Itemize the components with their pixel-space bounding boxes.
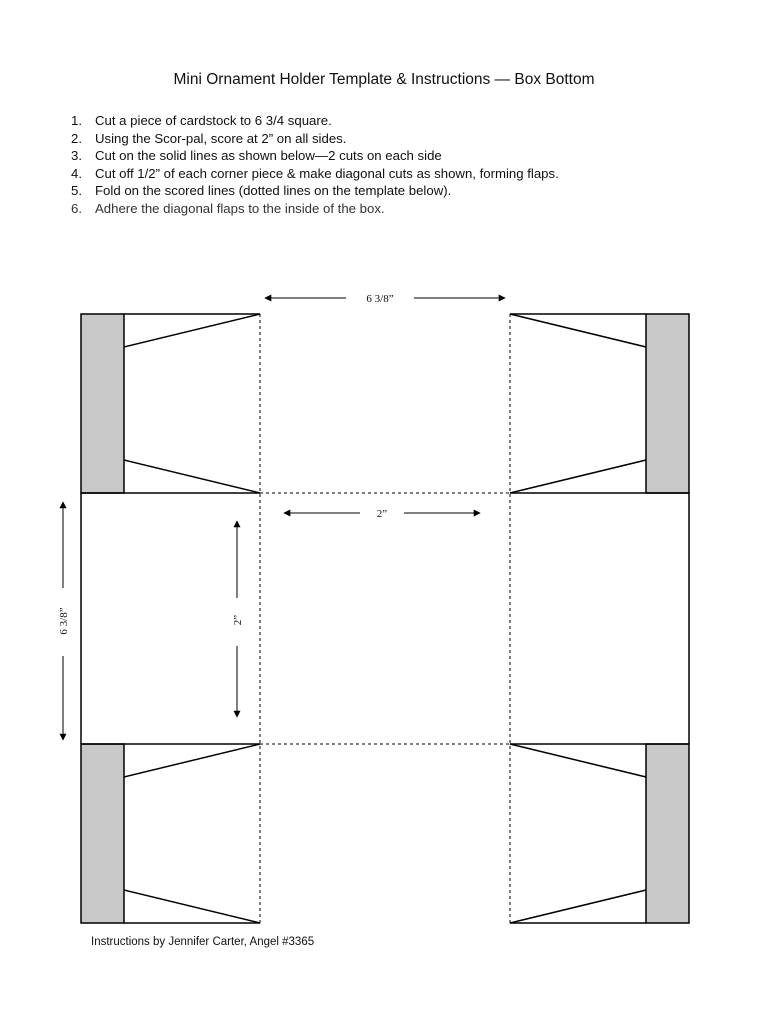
cutoff-strips bbox=[81, 314, 689, 923]
cutoff-strip-bottom-left bbox=[81, 744, 124, 923]
dimension-inner-width bbox=[284, 508, 480, 520]
outer-outline bbox=[81, 314, 689, 923]
instruction-step: 5. Fold on the scored lines (dotted lines on the template below). bbox=[71, 183, 452, 199]
instruction-step: 4. Cut off 1/2” of each corner piece & make diagonal cuts as shown, forming flaps. bbox=[71, 165, 559, 181]
instruction-step: 3. Cut on the solid lines as shown below—2 cuts on each side bbox=[71, 148, 442, 164]
cutoff-strip-top-right bbox=[646, 314, 689, 493]
dimension-label-inner-width: 2” bbox=[376, 508, 388, 520]
cutoff-strip-top-left bbox=[81, 314, 124, 493]
score-lines bbox=[260, 314, 510, 923]
cutoff-strip-bottom-right bbox=[646, 744, 689, 923]
dimension-label-inner-height: 2” bbox=[232, 614, 244, 626]
dimension-inner-height bbox=[232, 521, 244, 717]
author-credit: Instructions by Jennifer Carter, Angel #3365 bbox=[91, 936, 315, 948]
diagonal-cuts bbox=[124, 314, 646, 923]
instruction-step: 2. Using the Scor-pal, score at 2” on all sides. bbox=[71, 130, 347, 146]
dimension-label-overall-height: 6 3/8” bbox=[58, 607, 70, 635]
dimension-label-overall-width: 6 3/8” bbox=[366, 293, 394, 305]
instruction-step: 1. Cut a piece of cardstock to 6 3/4 square. bbox=[71, 113, 332, 128]
instruction-step: 6. Adhere the diagonal flaps to the inside of the box. bbox=[71, 200, 385, 216]
dimension-overall-height bbox=[58, 502, 70, 740]
dimension-overall-width bbox=[265, 293, 505, 305]
document-title: Mini Ornament Holder Template & Instructions — Box Bottom bbox=[173, 71, 595, 88]
